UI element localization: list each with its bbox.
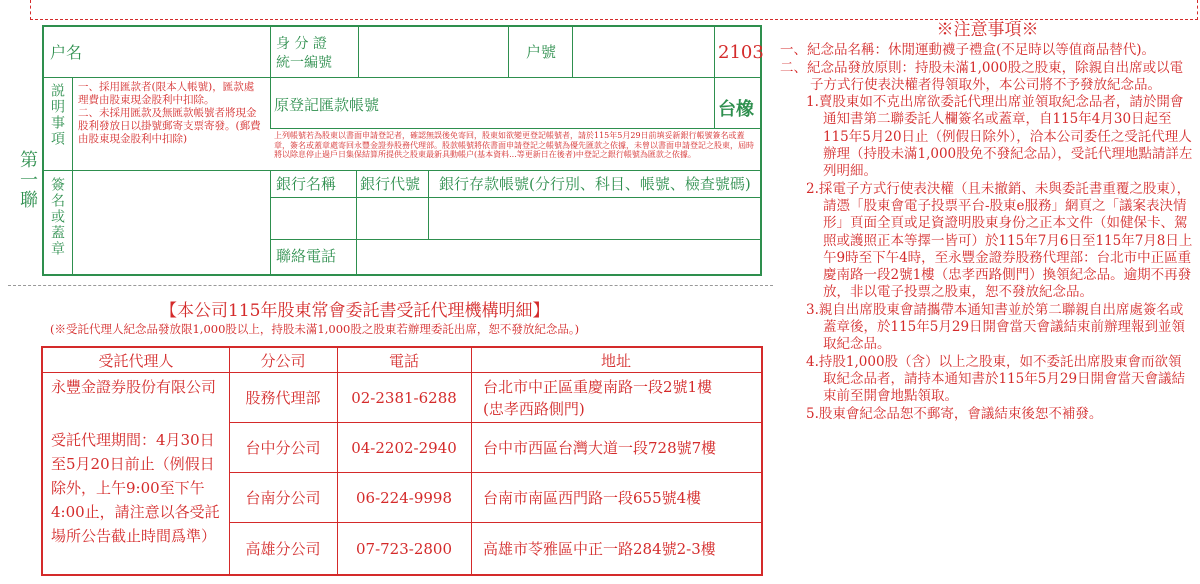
notes-title: ※注意事項※: [936, 20, 1039, 40]
note-sub-2: 2.採電子方式行使表決權（且未撤銷、未與委託書重覆之股東），請憑「股東會電子投票平台-股東e服務」網頁之「議案表決情形」頁面全頁或足資證明股東身份之正本文件（如健保卡、駕照或護照正本等擇一皆可）於115年7月6日至115年7月8日上午9時至下午4時，至永豐金證券股務代理部：台北市中正區重慶南路一段2號1樓（忠孝西路側門）換領紀念品。逾期不再發放，非以電子投票之股東，恕不發放紀念品。: [806, 180, 1193, 301]
dividend-account-form: [42, 25, 762, 276]
table-row-phone: 06-224-9998: [355, 488, 453, 507]
table-row-branch: 股務代理部: [245, 389, 321, 407]
bank-code-label: 銀行代號: [360, 175, 421, 193]
note-sub-1: 1.賣股東如不克出席欲委託代理出席並領取紀念品者，請於開會通知書第二聯委託人欄簽名或蓋章，自115年4月30日起至115年5月20日止（例假日除外），洽本公司委任之受託代理人辦理（持股未滿1,000股免不發紀念品），受託代理地點請詳左列明細。: [806, 94, 1193, 180]
table-row-branch: 台中分公司: [245, 439, 321, 457]
agent-period: 受託代理期間：4月30日至5月20日前止（例假日除外，上午9:00至下午4:00止，請注意以各受託場所公告截止時間爲準）: [51, 431, 220, 545]
note-item-2: 二、紀念品發放原則：持股未滿1,000股之股東，除親自出席或以電子方式行使表決權者得領取外，本公司將不予發放紀念品。: [780, 59, 1184, 93]
table-row-address: 台北市中正區重慶南路一段2號1樓 (忠孝西路側門): [483, 377, 713, 418]
cut-line: [8, 285, 773, 286]
table-row-branch: 台南分公司: [245, 489, 321, 507]
agent-section-subtitle: (※受託代理人紀念品發放限1,000股以上，持股未滿1,000股之股東若辦理委託出席，恕不發放紀念品。): [50, 322, 580, 336]
notes-panel: [780, 22, 1195, 423]
household-name-label: 户名: [50, 43, 83, 62]
header-agent: 受託代理人: [98, 351, 174, 370]
header-phone: 電話: [388, 351, 419, 370]
note-sub-4: 4.持股1,000股（含）以上之股東，如不委託出席股東會而欲領取紀念品者，請持本通知書於115年5月29日開會當天會議結束前至開會地點領取。: [806, 353, 1186, 405]
bank-account-label: 銀行存款帳號(分行別、科目、帳號、檢查號碼): [439, 175, 751, 193]
fine-print: 上列帳號若為股東以書面申請登記者，確認無誤後免寄回，股東如欲變更登記帳號者，請於115年5月29日前填妥新銀行帳號簽名或蓋章，簽名或蓋章處寄回永豐金證券股務代理部。股款帳號將依書面申請登記之帳號為優先匯款之依據，未曾以書面申請登記之股東，屆時將以除息停止過戶日集保結算所提供之股東最新具動帳户(基本資料...等更新日在後者)中登記之銀行帳號為匯款之依據。: [274, 131, 754, 159]
bank-name-label: 銀行名稱: [276, 175, 337, 193]
note-sub-5: 5.股東會紀念品恕不郵寄，會議結束後恕不補發。: [806, 405, 1103, 422]
table-row-address: 台中市西區台灣大道一段728號7樓: [483, 439, 717, 457]
agent-section-title: 【本公司115年股東常會委託書受託代理機構明細】: [160, 301, 550, 321]
note-item-1: 一、紀念品名稱：休閒運動襪子禮盒(不足時以等值商品替代)。: [780, 42, 1156, 59]
header-address: 地址: [600, 351, 631, 370]
note-sub-3: 3.親自出席股東會請攜帶本通知書並於第二聯親自出席處簽名或蓋章後，於115年5月29日開會當天會議結束前辦理報到並領取紀念品。: [806, 301, 1186, 353]
account-number-label: 户號: [526, 43, 557, 61]
signature-label: 簽名或蓋章: [49, 177, 65, 257]
currency-stamp: 台橡: [718, 99, 754, 120]
id-number-label: 身 分 證 統一編號: [276, 36, 332, 71]
notes-label: 説明事項: [49, 83, 65, 147]
table-row-phone: 02-2381-6288: [351, 388, 457, 407]
account-number-value: 2103: [718, 42, 764, 63]
notes-text: 一、採用匯款者(限本人帳號)，匯款處理費由股東現金股利中扣除。 二、未採用匯款及無匯款帳號者將現金股利發放日以掛號郵寄支票寄發。(郵費由股東現金股利中扣除): [78, 81, 261, 145]
header-branch: 分公司: [260, 351, 306, 370]
table-row-phone: 07-723-2800: [355, 539, 453, 558]
agent-name: 永豐金證券股份有限公司: [51, 378, 217, 396]
table-row-address: 高雄市苓雅區中正一路284號2-3樓: [483, 540, 716, 558]
original-account-label: 原登記匯款帳號: [274, 96, 380, 114]
top-dashed-border: [30, 0, 1198, 20]
side-label: 第一聯: [17, 150, 38, 210]
table-row-address: 台南市南區西門路一段655號4樓: [483, 489, 702, 507]
table-row-branch: 高雄分公司: [245, 540, 321, 558]
phone-label: 聯絡電話: [276, 247, 337, 265]
agent-table: [41, 346, 763, 576]
table-row-phone: 04-2202-2940: [351, 438, 457, 457]
